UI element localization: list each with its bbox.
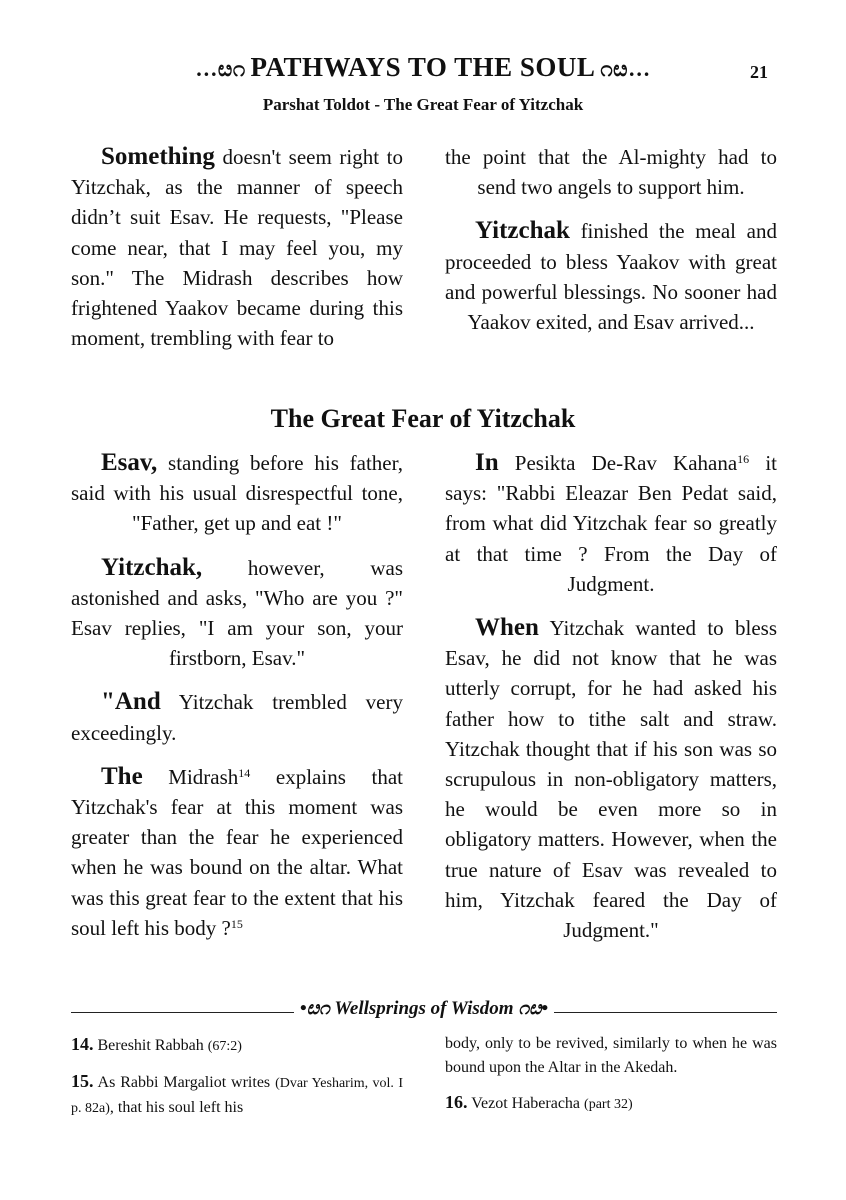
footnote-14 bbox=[71, 1032, 403, 1059]
column-right-top bbox=[445, 142, 777, 351]
paragraph-text: however, was astonished and asks, "Who are you ?" Esav replies, "I am your son, your firstborn, Esav." bbox=[71, 555, 403, 671]
column-left-bottom bbox=[71, 448, 403, 957]
lead-word: Yitzchak, bbox=[101, 553, 203, 581]
paragraph-text: explains that Yitzchak's fear at this moment was greater than the fear he experienced when he was bound on the altar. What was this great fear to the extent that his soul left his body ? bbox=[71, 764, 403, 940]
lead-word: In bbox=[475, 449, 499, 476]
footnotes-right bbox=[445, 1032, 777, 1127]
paragraph bbox=[71, 687, 403, 747]
divider-label-row bbox=[71, 998, 777, 1020]
column-right-bottom bbox=[445, 448, 777, 959]
section-title: The Great Fear of Yitzchak bbox=[270, 404, 576, 433]
footnote-citation: (67:2) bbox=[207, 1039, 242, 1054]
footnote-number: 15. bbox=[71, 1071, 94, 1091]
footnote-15-continued bbox=[445, 1032, 777, 1080]
lead-word: "And bbox=[101, 688, 161, 716]
lead-word: When bbox=[475, 614, 539, 642]
lead-word: The bbox=[101, 762, 143, 790]
paragraph-text: doesn't seem right to Yitzchak, as the manner of speech didn’t suit Esav. He requests, "Please come near, that I may feel you, my son." The Midrash describes how frightened Yaakov became during this moment, trembling with fear to bbox=[71, 145, 403, 351]
divider-label: Wellsprings of Wisdom bbox=[334, 998, 514, 1019]
paragraph-text: Pesikta De-Rav Kahana bbox=[498, 451, 738, 475]
chapter-subtitle: Parshat Toldot - The Great Fear of Yitzchak bbox=[262, 95, 584, 114]
footnote-16 bbox=[445, 1090, 777, 1117]
footnote-ref[interactable]: 16 bbox=[737, 452, 750, 466]
footnote-citation: (Dvar Yesharim, vol. I p. 82a) bbox=[71, 1076, 403, 1116]
lead-word: Something bbox=[101, 143, 215, 170]
paragraph bbox=[445, 142, 777, 202]
footnote-divider bbox=[71, 998, 777, 1028]
footnote-text: Bereshit Rabbah bbox=[93, 1037, 208, 1054]
book-title: PATHWAYS TO THE SOUL bbox=[250, 52, 596, 82]
paragraph-text: Yitzchak trembled very exceedingly. bbox=[71, 690, 403, 745]
footnote-15 bbox=[71, 1069, 403, 1121]
footnote-ref[interactable]: 14 bbox=[238, 765, 251, 780]
left-ornament-icon: …ೞ೧ bbox=[195, 56, 251, 81]
paragraph bbox=[71, 762, 403, 943]
footnote-citation: (part 32) bbox=[584, 1097, 633, 1112]
footnote-text: , that his soul left his bbox=[109, 1099, 244, 1116]
flourish-icon: •ೞ೧ bbox=[299, 998, 335, 1019]
lead-word: Esav, bbox=[101, 449, 158, 476]
footnote-number: 14. bbox=[71, 1034, 94, 1054]
paragraph bbox=[71, 448, 403, 539]
paragraph-text: Yitzchak wanted to bless Esav, he did not know that he was utterly corrupt, for he had asked his father how to tithe salt and straw. Yitzchak thought that if his son was so scrupulous in non-obligatory matters, he would be even more so in obligatory matters. However, when the true nature of Esav was revealed to him, Yitzchak feared the Day of Judgment." bbox=[445, 616, 777, 943]
paragraph-text: finished the meal and proceeded to bless Yaakov with great and powerful blessings. No sooner had Yaakov exited, and Esav arrived... bbox=[445, 219, 777, 335]
paragraph bbox=[445, 216, 777, 337]
paragraph bbox=[71, 553, 403, 674]
footnote-text: Vezot Haberacha bbox=[467, 1095, 585, 1112]
paragraph-text: the point that the Al-mighty had to send two angels to support him. bbox=[445, 145, 777, 200]
column-left-top bbox=[71, 142, 403, 367]
footnote-number: 16. bbox=[445, 1092, 468, 1112]
paragraph bbox=[445, 613, 777, 945]
lead-word: Yitzchak bbox=[475, 217, 570, 245]
footnote-ref[interactable]: 15 bbox=[230, 916, 243, 931]
paragraph-text: standing before his father, said with his usual disrespectful tone, "Father, get up and eat !" bbox=[71, 451, 403, 536]
header-title-row bbox=[0, 52, 846, 83]
footnote-text: body, only to be revived, similarly to when he was bound upon the Altar in the Akedah. bbox=[445, 1035, 777, 1076]
page-number: 21 bbox=[750, 62, 768, 82]
paragraph bbox=[71, 142, 403, 353]
footnotes-left bbox=[71, 1032, 403, 1131]
footnote-text: As Rabbi Margaliot writes bbox=[93, 1074, 276, 1091]
running-header bbox=[0, 52, 846, 88]
paragraph-text: it says: "Rabbi Eleazar Ben Pedat said, from what did Yitzchak fear so greatly at that time ? From the Day of Judgment. bbox=[445, 451, 777, 596]
paragraph-text: Midrash bbox=[142, 764, 239, 789]
paragraph bbox=[445, 448, 777, 599]
right-ornament-icon: ೧ೞ… bbox=[595, 56, 651, 81]
flourish-icon: ೧ೞ• bbox=[513, 998, 549, 1019]
